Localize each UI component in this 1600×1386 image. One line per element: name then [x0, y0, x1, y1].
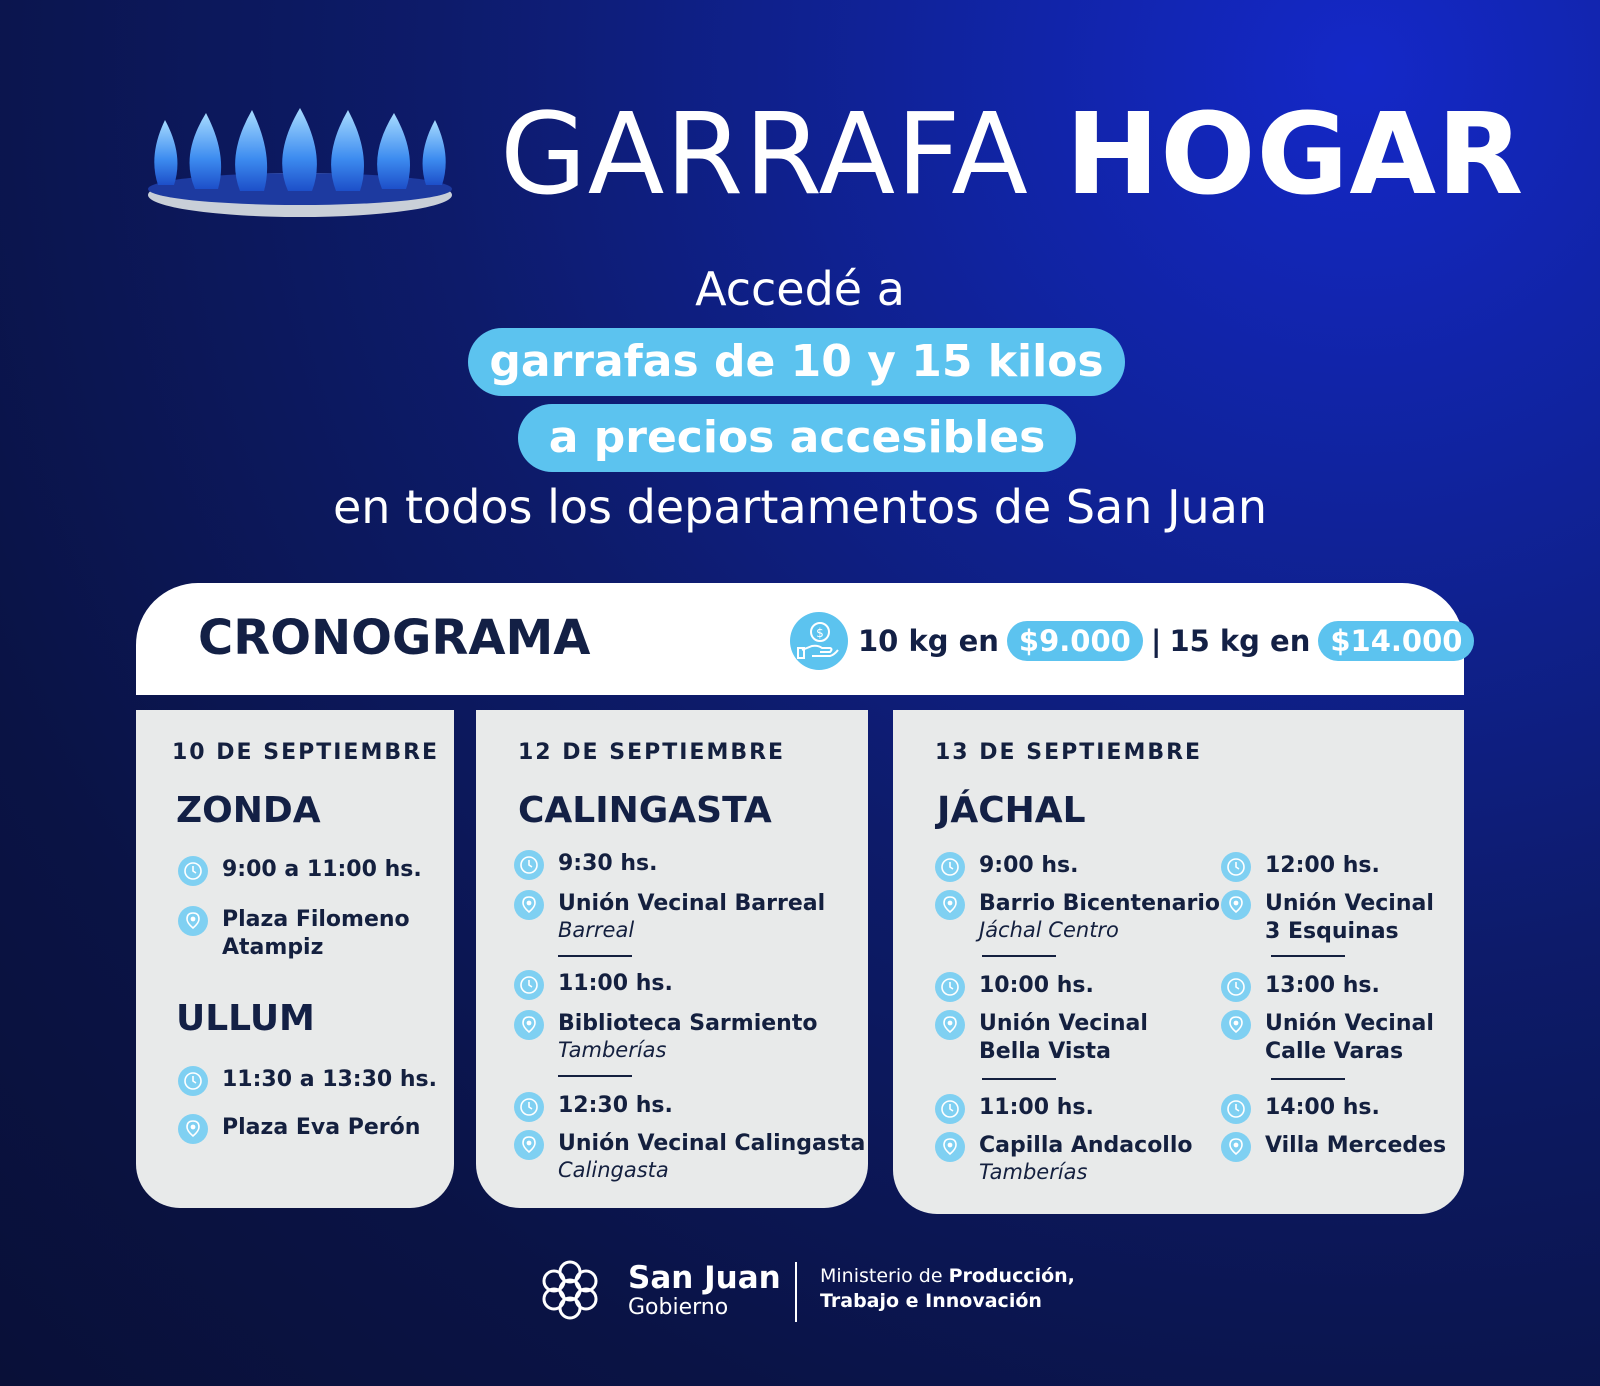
- intro-line1: Accedé a: [695, 262, 905, 316]
- stop-place: Unión Vecinal: [1265, 1011, 1434, 1036]
- footer-divider: [795, 1262, 797, 1322]
- schedule-card-sep13: [893, 710, 1464, 1214]
- stop-place-row: [935, 1010, 1148, 1066]
- stop-locality: Tamberías: [979, 1160, 1088, 1184]
- clock-icon: [1221, 972, 1251, 1002]
- stop-place-row: [935, 1132, 1193, 1184]
- stop-place-row: [1221, 890, 1434, 946]
- stop-place: Villa Mercedes: [1265, 1133, 1447, 1158]
- zonda-place-2: Atampiz: [222, 935, 324, 960]
- location-pin-icon: [935, 1132, 965, 1162]
- location-pin-icon: [1221, 1010, 1251, 1040]
- stop-time: 12:00 hs.: [1265, 853, 1380, 878]
- divider: [1271, 1078, 1345, 1080]
- location-pin-icon: [514, 1130, 544, 1160]
- stop-time-row: [514, 970, 673, 1000]
- stop-time: 9:00 hs.: [979, 853, 1079, 878]
- clock-icon: [514, 970, 544, 1000]
- stop-place-row: [514, 890, 825, 942]
- brand-sub: Gobierno: [628, 1295, 729, 1320]
- page-title: [500, 88, 1524, 222]
- clock-icon: [935, 852, 965, 882]
- stop-locality: Barreal: [558, 918, 635, 942]
- schedule-heading: CRONOGRAMA: [198, 610, 591, 666]
- stop-locality: Tamberías: [558, 1038, 667, 1062]
- stop-time: 11:00 hs.: [979, 1095, 1094, 1120]
- stop-time: 9:30 hs.: [558, 851, 658, 876]
- divider: [1271, 955, 1345, 957]
- stop-place: Unión Vecinal: [979, 1011, 1148, 1036]
- clock-icon: [178, 1066, 208, 1096]
- ministry-bold1: Producción,: [948, 1265, 1075, 1287]
- stop-place-row: [514, 1130, 865, 1182]
- ullum-place-row: [178, 1114, 420, 1144]
- brand-name: San Juan: [628, 1260, 781, 1296]
- zonda-time: 9:00 a 11:00 hs.: [222, 857, 422, 882]
- ullum-time: 11:30 a 13:30 hs.: [222, 1067, 437, 1092]
- price-row: [858, 619, 1482, 663]
- intro-line2: en todos los departamentos de San Juan: [332, 480, 1268, 534]
- stop-place: Unión Vecinal Calingasta: [558, 1131, 866, 1156]
- stop-time: 12:30 hs.: [558, 1093, 673, 1118]
- flame-burner-icon: [140, 105, 460, 225]
- clock-icon: [178, 856, 208, 886]
- stop-time-row: [935, 972, 1094, 1002]
- stop-locality: Calingasta: [558, 1158, 669, 1182]
- highlight-pill-2: a precios accesibles: [518, 404, 1076, 472]
- svg-text:$: $: [816, 626, 824, 640]
- divider: [558, 955, 632, 957]
- stop-place-row: [1221, 1132, 1446, 1162]
- stop-place-row: [1221, 1010, 1434, 1066]
- price-10-badge: $9.000: [1007, 621, 1143, 661]
- stop-time-row: [514, 850, 658, 880]
- clock-icon: [514, 850, 544, 880]
- price-15-badge: $14.000: [1318, 621, 1474, 661]
- stop-place-row: [935, 890, 1220, 942]
- price-divider: |: [1150, 624, 1162, 658]
- divider: [982, 1078, 1056, 1080]
- hand-money-icon: [790, 612, 848, 670]
- location-pin-icon: [178, 906, 208, 936]
- stop-time-row: [1221, 852, 1380, 882]
- stop-time: 10:00 hs.: [979, 973, 1094, 998]
- location-pin-icon: [1221, 1132, 1251, 1162]
- stop-time-row: [935, 852, 1079, 882]
- clock-icon: [1221, 1094, 1251, 1124]
- stop-place-2: Calle Varas: [1265, 1039, 1404, 1064]
- ministry-light: Ministerio de: [820, 1265, 943, 1287]
- ullum-time-row: [178, 1066, 437, 1096]
- ministry-line2: Trabajo e Innovación: [820, 1290, 1042, 1312]
- ullum-place: Plaza Eva Perón: [222, 1115, 421, 1140]
- zonda-time-row: [178, 856, 422, 886]
- divider: [982, 955, 1056, 957]
- dept-jachal: JÁCHAL: [937, 790, 1086, 831]
- stop-time: 14:00 hs.: [1265, 1095, 1380, 1120]
- stop-time-row: [514, 1092, 673, 1122]
- dept-zonda: ZONDA: [176, 790, 321, 831]
- schedule-card-sep12: [476, 710, 868, 1208]
- dept-calingasta: CALINGASTA: [518, 790, 772, 831]
- location-pin-icon: [178, 1114, 208, 1144]
- stop-place-2: 3 Esquinas: [1265, 919, 1399, 944]
- divider: [558, 1075, 632, 1077]
- stop-time: 13:00 hs.: [1265, 973, 1380, 998]
- stop-place: Unión Vecinal: [1265, 891, 1434, 916]
- clock-icon: [935, 1094, 965, 1124]
- location-pin-icon: [514, 890, 544, 920]
- stop-place: Unión Vecinal Barreal: [558, 891, 826, 916]
- stop-place-row: [514, 1010, 817, 1062]
- card-date: 12 DE SEPTIEMBRE: [518, 740, 786, 765]
- stop-place-2: Bella Vista: [979, 1039, 1111, 1064]
- highlight-pill-1: garrafas de 10 y 15 kilos: [468, 328, 1125, 396]
- stop-time-row: [935, 1094, 1094, 1124]
- stop-locality: Jáchal Centro: [979, 918, 1119, 942]
- location-pin-icon: [935, 1010, 965, 1040]
- stop-place: Biblioteca Sarmiento: [558, 1011, 818, 1036]
- zonda-place-row: [178, 906, 410, 962]
- title-light: GARRAFA: [500, 90, 1029, 220]
- card-date: 13 DE SEPTIEMBRE: [935, 740, 1203, 765]
- ministry-line1: [820, 1265, 1075, 1287]
- clock-icon: [935, 972, 965, 1002]
- stop-time-row: [1221, 1094, 1380, 1124]
- stop-time-row: [1221, 972, 1380, 1002]
- stop-place: Capilla Andacollo: [979, 1133, 1193, 1158]
- location-pin-icon: [1221, 890, 1251, 920]
- card-date: 10 DE SEPTIEMBRE: [172, 740, 440, 765]
- clock-icon: [1221, 852, 1251, 882]
- zonda-place-1: Plaza Filomeno: [222, 907, 410, 932]
- clock-icon: [514, 1092, 544, 1122]
- price-15-label: 15 kg en: [1169, 624, 1311, 658]
- stop-place: Barrio Bicentenario: [979, 891, 1221, 916]
- dept-ullum: ULLUM: [176, 998, 315, 1039]
- stop-time: 11:00 hs.: [558, 971, 673, 996]
- san-juan-logo-icon: [536, 1256, 604, 1324]
- location-pin-icon: [514, 1010, 544, 1040]
- title-bold: HOGAR: [1065, 90, 1525, 220]
- location-pin-icon: [935, 890, 965, 920]
- schedule-card-sep10: [136, 710, 454, 1208]
- price-10-label: 10 kg en: [858, 624, 999, 658]
